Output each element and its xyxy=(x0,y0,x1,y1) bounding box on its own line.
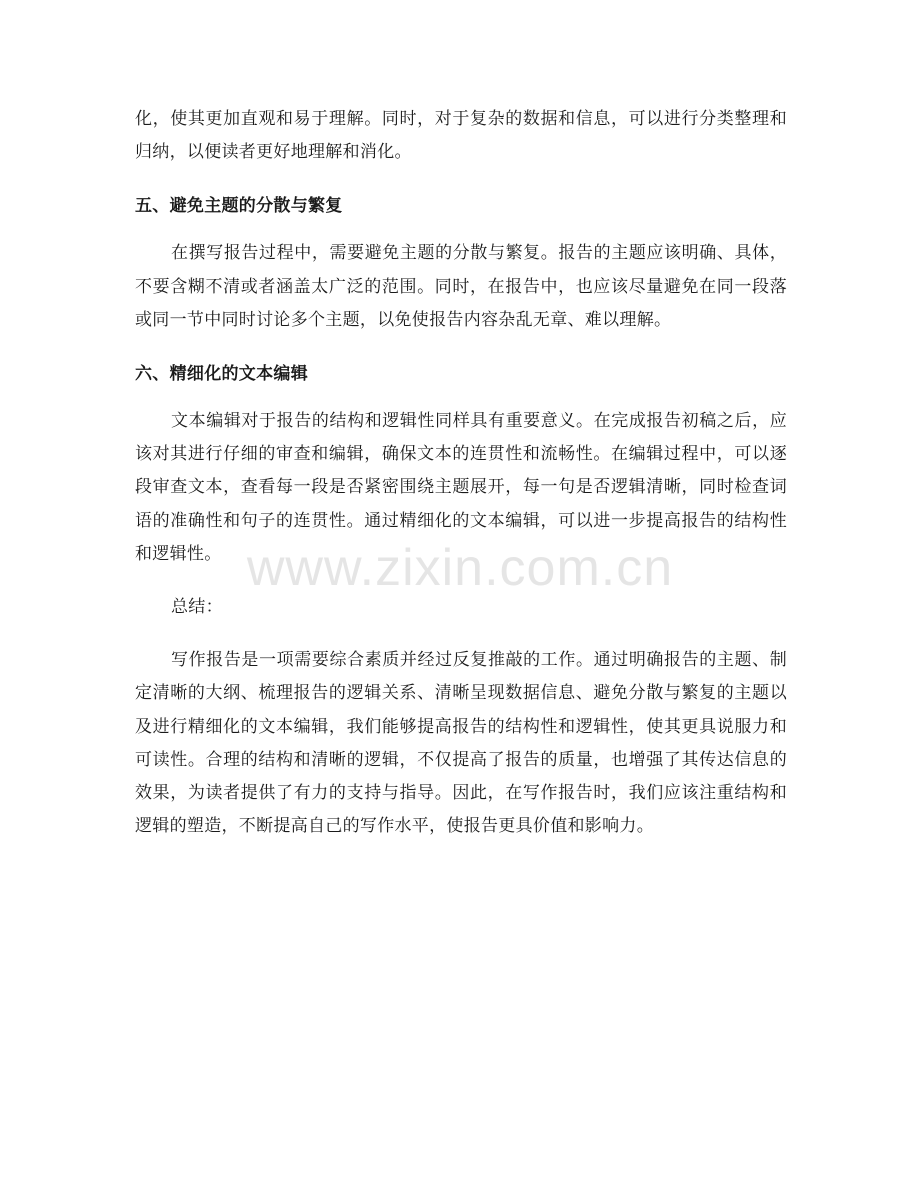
section-heading-6: 六、精细化的文本编辑 xyxy=(135,364,308,385)
section-paragraph-5: 在撰写报告过程中，需要避免主题的分散与繁复。报告的主题应该明确、具体，不要含糊不清或者涵盖太广泛的范围。同时，在报告中，也应该尽量避免在同一段落或同一节中同时讨论多个主题，以免使报告内容杂乱无章、难以理解。 xyxy=(135,243,787,330)
summary-paragraph: 写作报告是一项需要综合素质并经过反复推敲的工作。通过明确报告的主题、制定清晰的大纲、梳理报告的逻辑关系、清晰呈现数据信息、避免分散与繁复的主题以及进行精细化的文本编辑，我们能够提高报告的结构性和逻辑性，使其更具说服力和可读性。合理的结构和清晰的逻辑，不仅提高了报告的质量，也增强了其传达信息的效果，为读者提供了有力的支持与指导。因此，在写作报告时，我们应该注重结构和逻辑的塑造，不断提高自己的写作水平，使报告更具价值和影响力。 xyxy=(135,650,787,837)
document-body xyxy=(135,103,787,843)
section-heading-5: 五、避免主题的分散与繁复 xyxy=(135,196,343,217)
summary-label: 总结： xyxy=(171,597,223,618)
section-paragraph-6: 文本编辑对于报告的结构和逻辑性同样具有重要意义。在完成报告初稿之后，应该对其进行仔细的审查和编辑，确保文本的连贯性和流畅性。在编辑过程中，可以逐段审查文本，查看每一段是否紧密围绕主题展开，每一句是否逻辑清晰，同时检查词语的准确性和句子的连贯性。通过精细化的文本编辑，可以进一步提高报告的结构性和逻辑性。 xyxy=(135,411,787,564)
watermark-text: www.zixin.com.cn xyxy=(246,539,674,597)
intro-paragraph: 化，使其更加直观和易于理解。同时，对于复杂的数据和信息，可以进行分类整理和归纳，以便读者更好地理解和消化。 xyxy=(135,109,787,163)
